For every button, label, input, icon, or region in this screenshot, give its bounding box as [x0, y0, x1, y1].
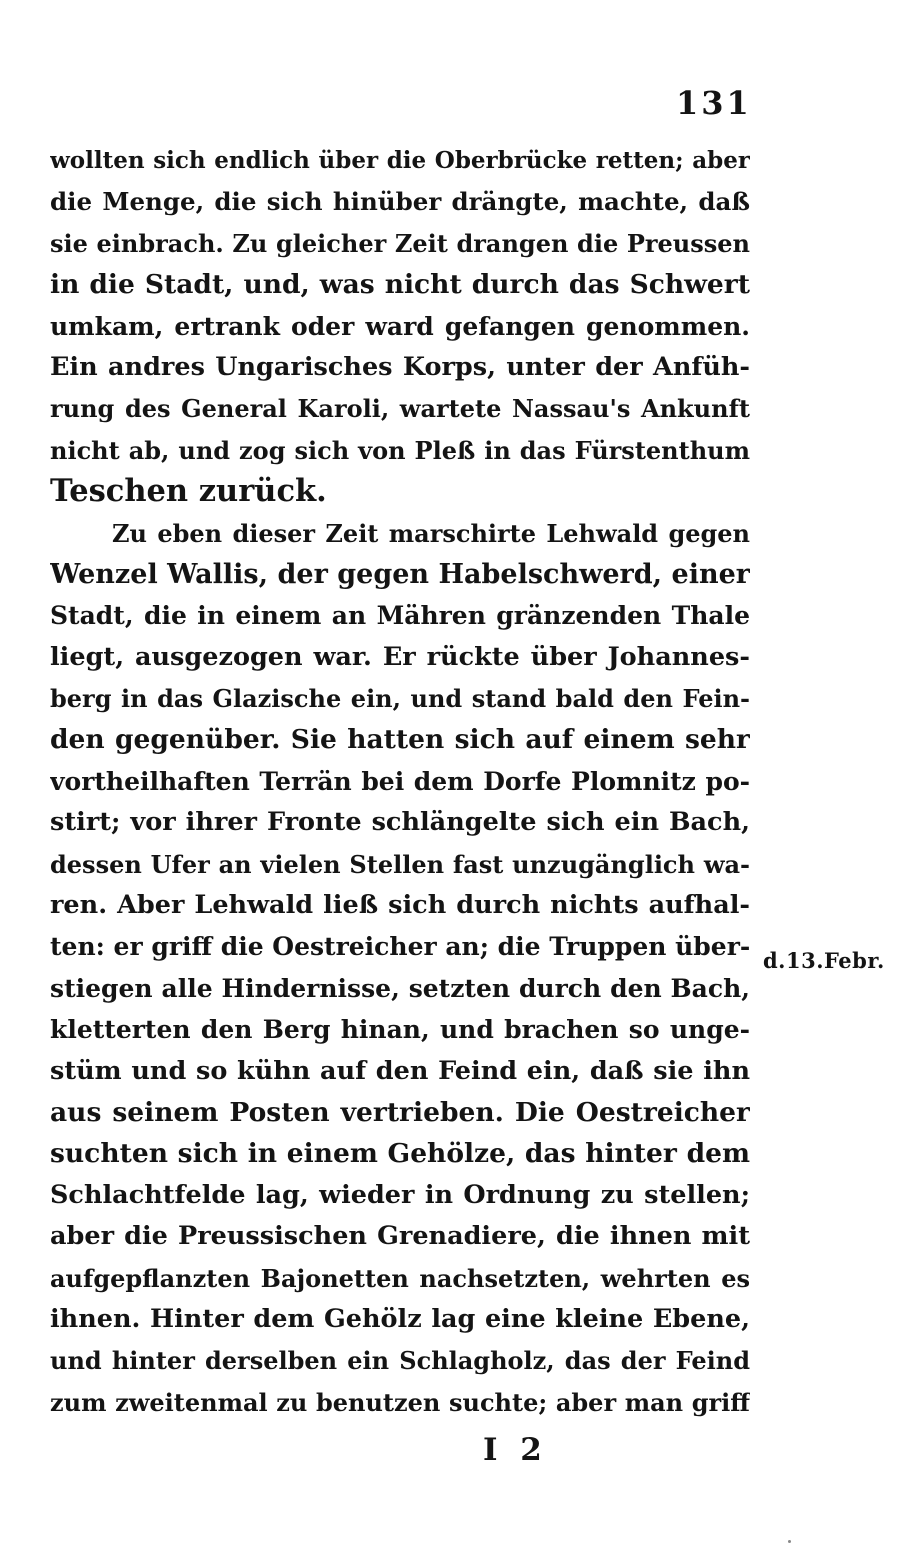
text-line: liegt, ausgezogen war. Er rückte über Johannes-: [50, 641, 750, 672]
page-number: 131: [676, 84, 752, 122]
text-line: aber die Preussischen Grenadiere, die ihnen mit: [50, 1221, 750, 1252]
text-line: aufgepflanzten Bajonetten nachsetzten, wehrten es: [50, 1263, 750, 1293]
text-line: ren. Aber Lehwald ließ sich durch nichts aufhal-: [50, 890, 750, 921]
text-line: stirt; vor ihrer Fronte schlängelte sich ein Bach,: [50, 807, 750, 838]
text-line: stiegen alle Hindernisse, setzten durch den Bach,: [50, 973, 750, 1003]
text-line: nicht ab, und zog sich von Pleß in das Fürstenthum: [50, 435, 750, 465]
text-line: Schlachtfelde lag, wieder in Ordnung zu stellen;: [50, 1179, 750, 1210]
text-line: kletterten den Berg hinan, und brachen so unge-: [50, 1015, 750, 1045]
text-line: sie einbrach. Zu gleicher Zeit drangen die Preussen: [50, 228, 750, 258]
text-line: vortheilhaften Terrän bei dem Dorfe Plomnitz po-: [50, 766, 750, 796]
text-line: den gegenüber. Sie hatten sich auf einem sehr: [50, 724, 750, 756]
text-line: rung des General Karoli, wartete Nassau's Ankunft: [50, 394, 750, 424]
text-line: Stadt, die in einem an Mähren gränzenden Thale: [50, 601, 750, 631]
text-line: ten: er griff die Oestreicher an; die Truppen über-: [50, 932, 750, 962]
text-line: wollten sich endlich über die Oberbrücke retten; aber: [50, 147, 750, 174]
printer-signature: I 2: [483, 1432, 548, 1468]
margin-note: d.13.Febr.: [763, 948, 885, 973]
text-line: die Menge, die sich hinüber drängte, machte, daß: [50, 187, 750, 217]
text-line: Teschen zurück.: [50, 473, 327, 510]
text-line: Wenzel Wallis, der gegen Habelschwerd, einer: [50, 558, 750, 590]
text-line: Ein andres Ungarisches Korps, unter der Anfüh-: [50, 351, 750, 382]
body-text: [50, 140, 750, 1423]
text-line: dessen Ufer an vielen Stellen fast unzugänglich wa-: [50, 849, 750, 879]
text-line: zum zweitenmal zu benutzen suchte; aber man griff: [50, 1387, 750, 1417]
text-line: in die Stadt, und, was nicht durch das Schwert: [50, 269, 750, 301]
text-line: berg in das Glazische ein, und stand bald den Fein-: [50, 684, 750, 714]
text-line: stüm und so kühn auf den Feind ein, daß sie ihn: [50, 1055, 750, 1086]
text-line: aus seinem Posten vertrieben. Die Oestreicher: [50, 1096, 750, 1128]
text-line: umkam, ertrank oder ward gefangen genommen.: [50, 311, 750, 341]
text-line: suchten sich in einem Gehölze, das hinter dem: [50, 1138, 750, 1170]
text-line: und hinter derselben ein Schlagholz, das der Feind: [50, 1346, 750, 1376]
text-line: Zu eben dieser Zeit marschirte Lehwald gegen: [112, 518, 750, 548]
text-line: ihnen. Hinter dem Gehölz lag eine kleine Ebene,: [50, 1303, 750, 1334]
paper-speck: [788, 1540, 791, 1543]
